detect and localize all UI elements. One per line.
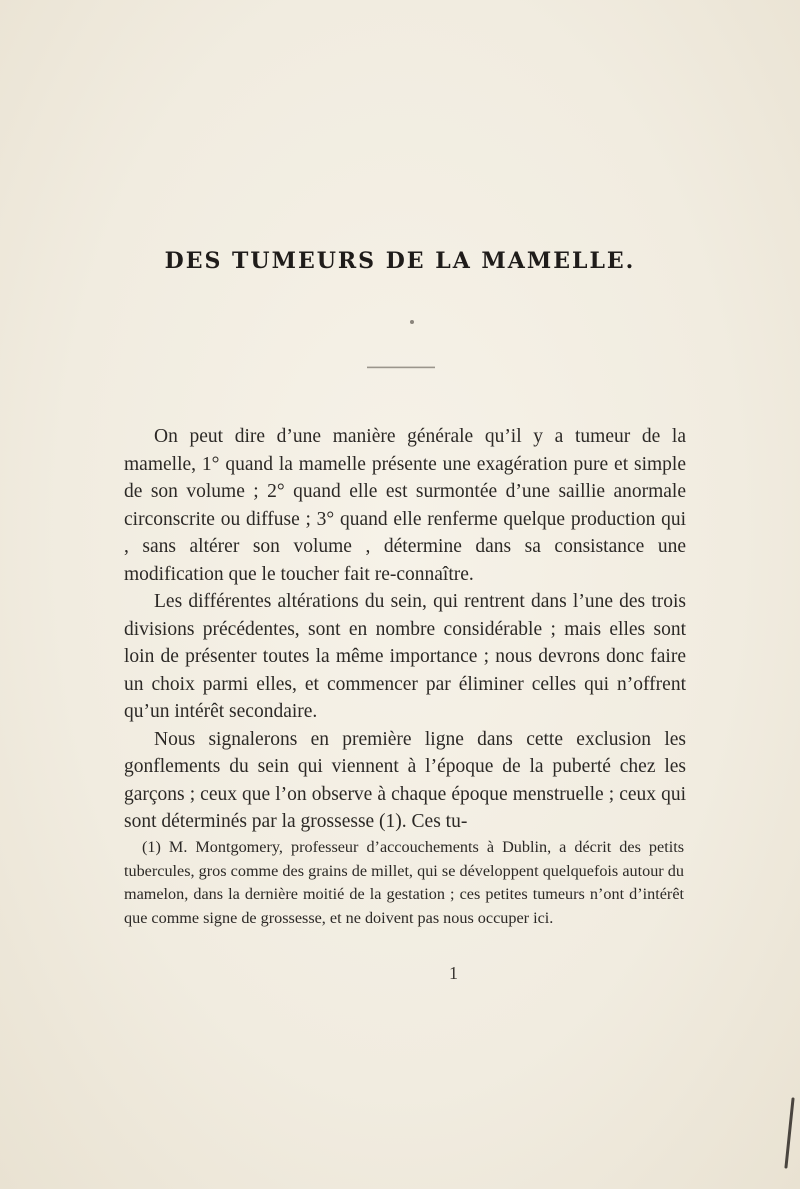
- paragraph-3: Nous signalerons en première ligne dans cette exclusion les gonflements du sein qui viennent à l’époque de la puberté chez les garçons ; ceux que l’on observe à chaque époque menstruelle ; ceux qui sont déterminés par la grossesse (1). Ces tu-: [124, 728, 686, 832]
- title-rule-ornament: [367, 366, 435, 369]
- footnote-text: (1) M. Montgomery, professeur d’accouchements à Dublin, a décrit des petits tubercules, gros comme des grains de millet, qui se développent quelquefois autour du mamelon, dans la dernière moitié de la gestation ; ces petites tumeurs n’ont d’intérêt que comme signe de grossesse, et ne doivent pas nous occuper ici.: [124, 838, 684, 927]
- body-text: [124, 423, 686, 836]
- page-title: DES TUMEURS DE LA MAMELLE.: [164, 248, 636, 274]
- footnote: [124, 836, 684, 930]
- paragraph-1: On peut dire d’une manière générale qu’il y a tumeur de la mamelle, 1° quand la mamelle présente une exagération pure et simple de son volume ; 2° quand elle est surmontée d’une saillie anormale circonscrite ou diffuse ; 3° quand elle renferme quelque production qui , sans altérer son volume , détermine dans sa consistance une modification que le toucher fait re-connaître.: [124, 426, 686, 585]
- ink-speck: [410, 320, 414, 324]
- paragraph-2: Les différentes altérations du sein, qui rentrent dans l’une des trois divisions précédentes, sont en nombre considérable ; mais elles sont loin de présenter toutes la même importance ; nous devrons donc faire un choix parmi elles, et commencer par éliminer celles qui n’offrent qu’un intérêt secondaire.: [124, 591, 686, 722]
- edge-ink-mark: [782, 1097, 796, 1169]
- signature-mark: 1: [449, 963, 458, 983]
